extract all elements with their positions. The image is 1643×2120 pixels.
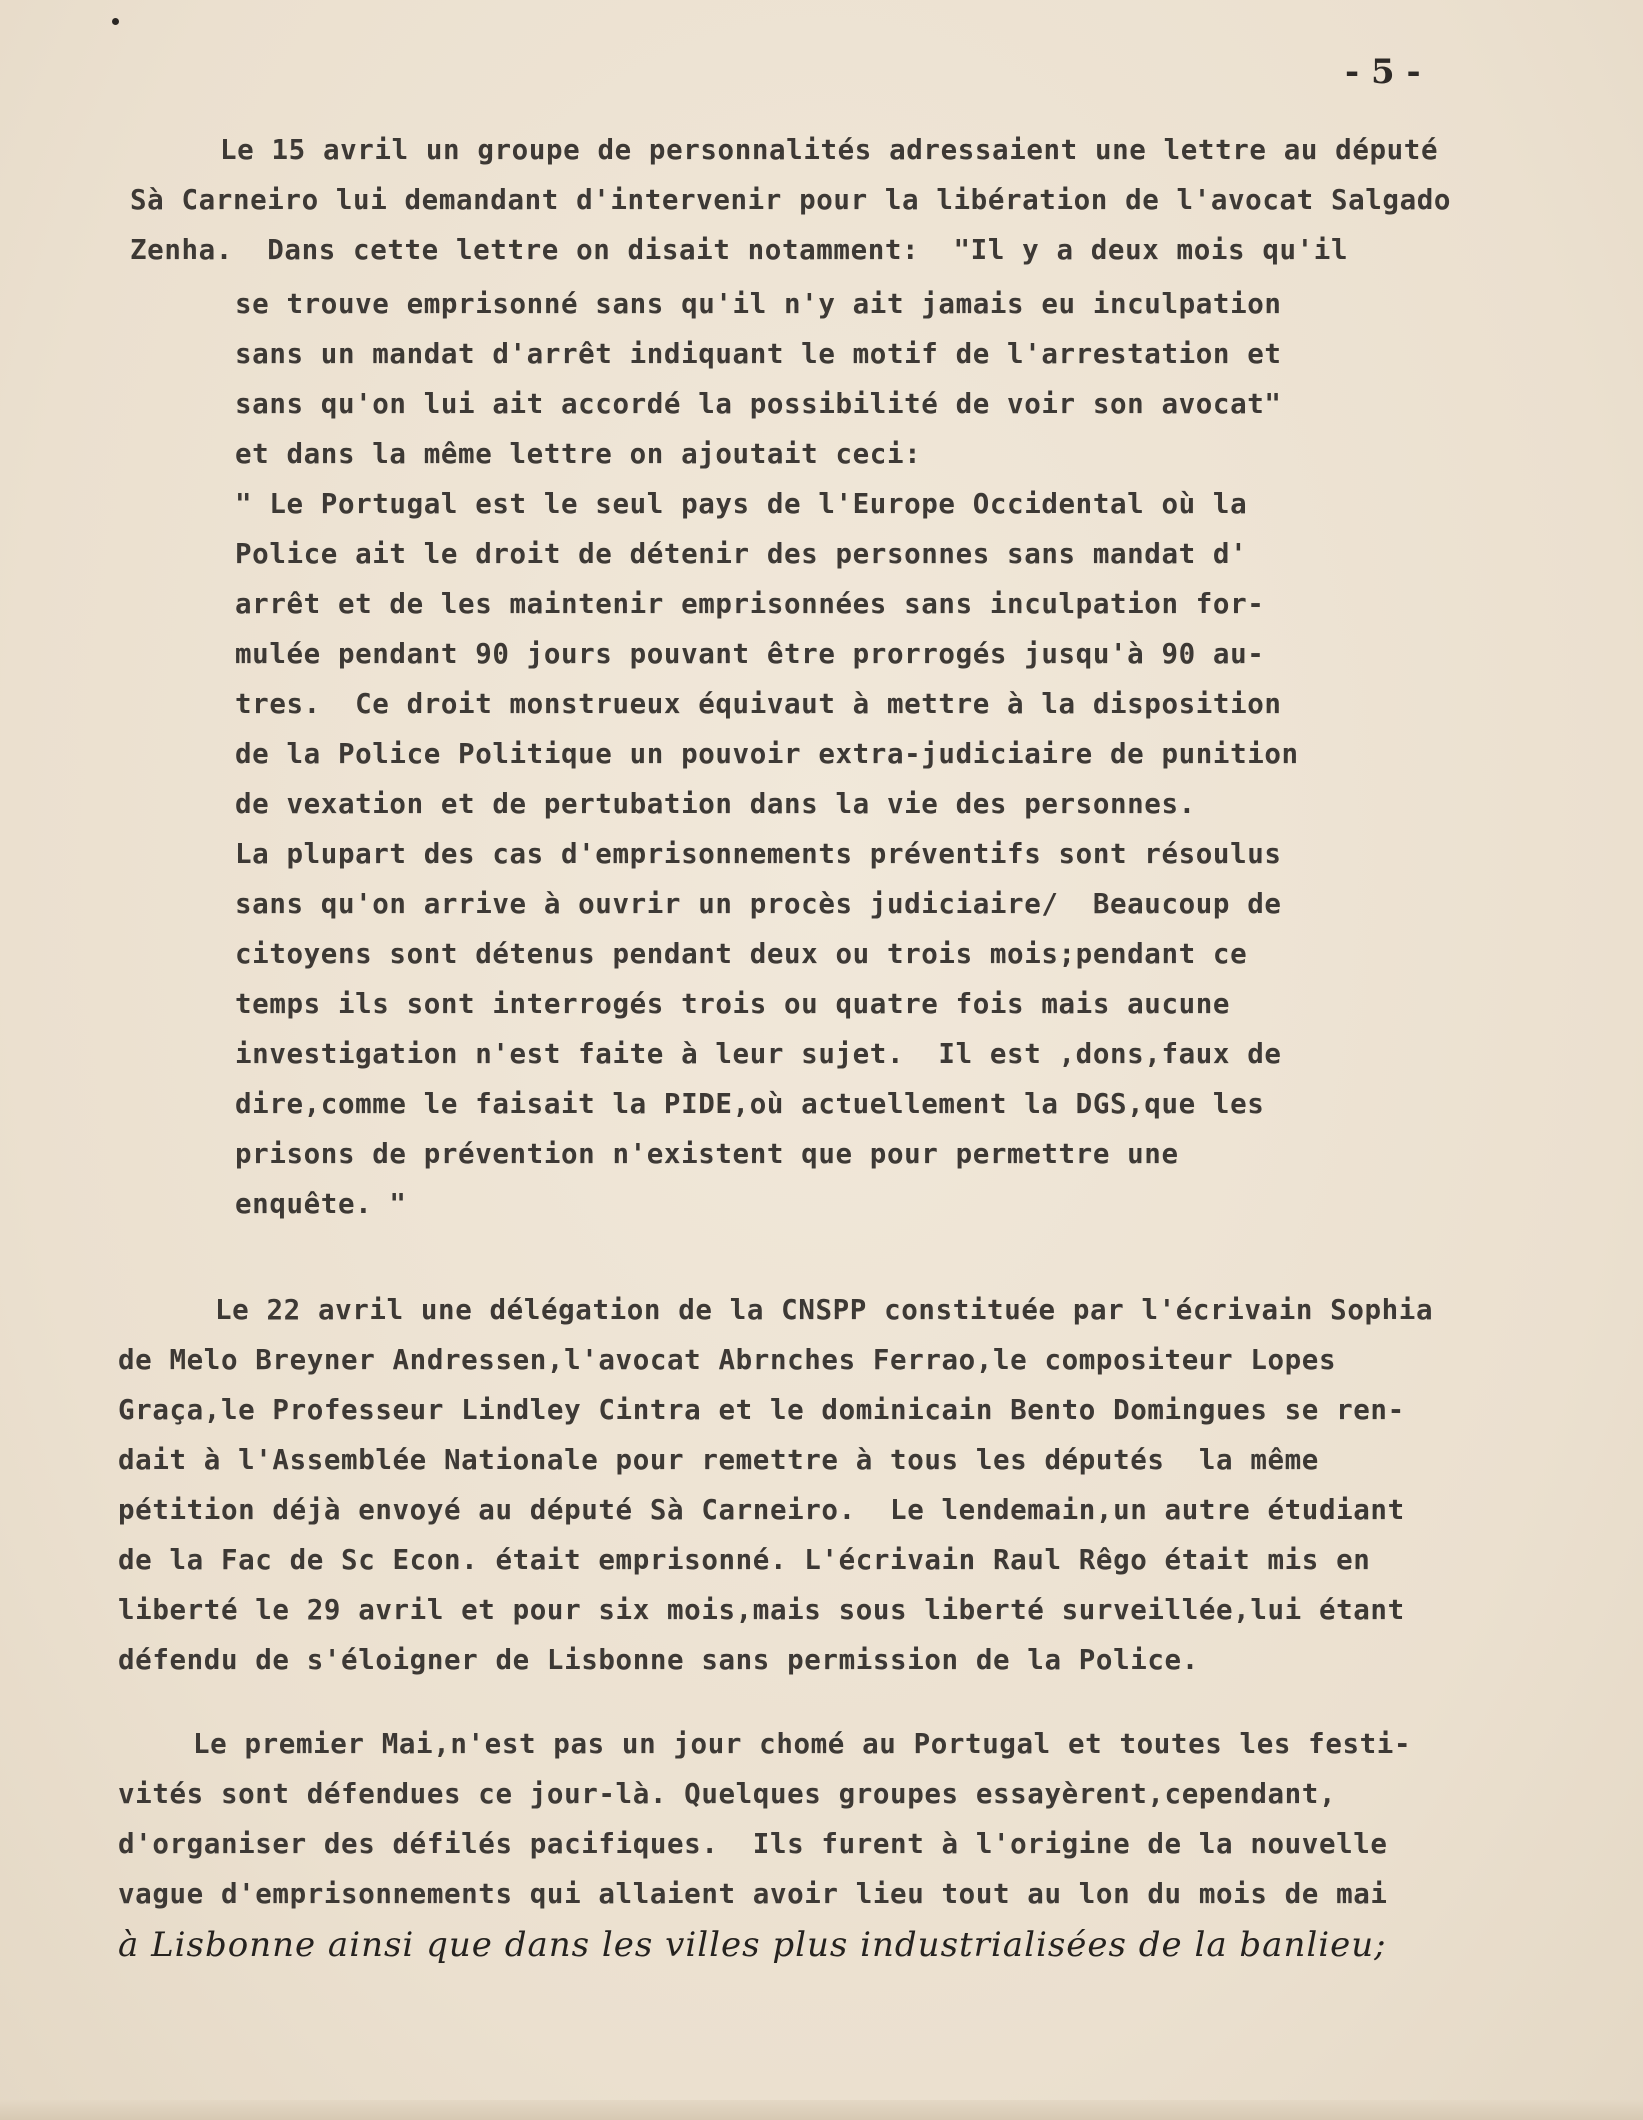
text-line: tres. Ce droit monstrueux équivaut à mettre à la disposition bbox=[235, 688, 1282, 720]
text-line: se trouve emprisonné sans qu'il n'y ait jamais eu inculpation bbox=[235, 288, 1282, 320]
page-bottom-edge bbox=[0, 2100, 1643, 2120]
text-line: prisons de prévention n'existent que pour permettre une bbox=[235, 1138, 1179, 1170]
text-line: et dans la même lettre on ajoutait ceci: bbox=[235, 438, 922, 470]
text-line: " Le Portugal est le seul pays de l'Europe Occidental où la bbox=[235, 488, 1248, 520]
text-line: Sà Carneiro lui demandant d'intervenir pour la libération de l'avocat Salgado bbox=[130, 184, 1452, 216]
text-line: Police ait le droit de détenir des personnes sans mandat d' bbox=[235, 538, 1248, 570]
text-line: de la Fac de Sc Econ. était emprisonné. L'écrivain Raul Rêgo était mis en bbox=[118, 1544, 1371, 1576]
text-line: Graça,le Professeur Lindley Cintra et le dominicain Bento Domingues se ren- bbox=[118, 1394, 1405, 1426]
text-line: investigation n'est faite à leur sujet. Il est ,dons,faux de bbox=[235, 1038, 1282, 1070]
text-line: citoyens sont détenus pendant deux ou trois mois;pendant ce bbox=[235, 938, 1248, 970]
text-line: Zenha. Dans cette lettre on disait notamment: "Il y a deux mois qu'il bbox=[130, 234, 1349, 266]
text-line: de vexation et de pertubation dans la vie des personnes. bbox=[235, 788, 1196, 820]
text-line: de Melo Breyner Andressen,l'avocat Abrnches Ferrao,le compositeur Lopes bbox=[118, 1344, 1337, 1376]
text-line: Le 22 avril une délégation de la CNSPP constituée par l'écrivain Sophia bbox=[215, 1294, 1434, 1326]
text-line: d'organiser des défilés pacifiques. Ils furent à l'origine de la nouvelle bbox=[118, 1828, 1388, 1860]
text-line: dait à l'Assemblée Nationale pour remettre à tous les députés la même bbox=[118, 1444, 1319, 1476]
page-number: - 5 - bbox=[1345, 52, 1421, 92]
text-line: liberté le 29 avril et pour six mois,mais sous liberté surveillée,lui étant bbox=[118, 1594, 1405, 1626]
ink-dot bbox=[112, 18, 119, 25]
text-line: pétition déjà envoyé au député Sà Carneiro. Le lendemain,un autre étudiant bbox=[118, 1494, 1405, 1526]
text-line: de la Police Politique un pouvoir extra-judiciaire de punition bbox=[235, 738, 1299, 770]
text-line: sans qu'on arrive à ouvrir un procès judiciaire/ Beaucoup de bbox=[235, 888, 1282, 920]
text-line: temps ils sont interrogés trois ou quatre fois mais aucune bbox=[235, 988, 1231, 1020]
text-line: mulée pendant 90 jours pouvant être prorrogés jusqu'à 90 au- bbox=[235, 638, 1265, 670]
text-line: enquête. " bbox=[235, 1188, 407, 1220]
text-line: vague d'emprisonnements qui allaient avoir lieu tout au lon du mois de mai bbox=[118, 1878, 1388, 1910]
handwritten-line: à Lisbonne ainsi que dans les villes plus industrialisées de la banlieu; bbox=[118, 1925, 1387, 1965]
text-line: La plupart des cas d'emprisonnements préventifs sont résoulus bbox=[235, 838, 1282, 870]
text-line: dire,comme le faisait la PIDE,où actuellement la DGS,que les bbox=[235, 1088, 1265, 1120]
text-line: défendu de s'éloigner de Lisbonne sans permission de la Police. bbox=[118, 1644, 1199, 1676]
text-line: Le premier Mai,n'est pas un jour chomé au Portugal et toutes les festi- bbox=[193, 1728, 1412, 1760]
text-line: arrêt et de les maintenir emprisonnées sans inculpation for- bbox=[235, 588, 1265, 620]
text-line: Le 15 avril un groupe de personnalités adressaient une lettre au député bbox=[220, 134, 1439, 166]
text-line: sans un mandat d'arrêt indiquant le motif de l'arrestation et bbox=[235, 338, 1282, 370]
text-line: vités sont défendues ce jour-là. Quelques groupes essayèrent,cependant, bbox=[118, 1778, 1337, 1810]
text-line: sans qu'on lui ait accordé la possibilité de voir son avocat" bbox=[235, 388, 1282, 420]
